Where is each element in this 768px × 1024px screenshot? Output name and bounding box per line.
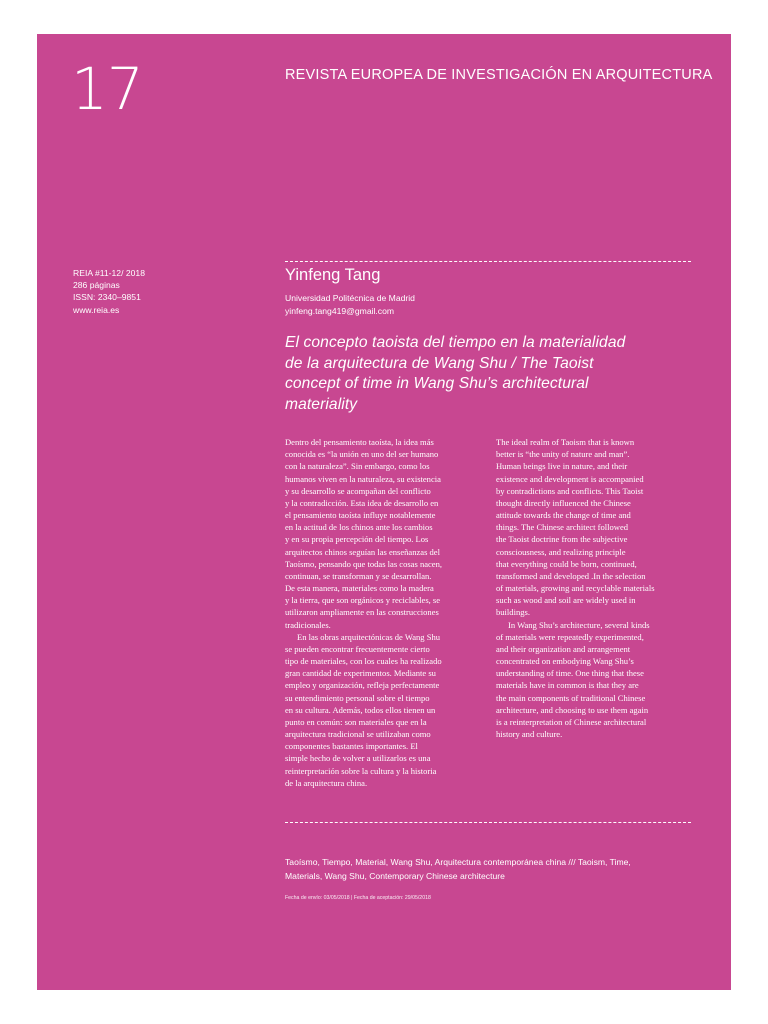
abstract-line: simple hecho de volver a utilizarlos es una (285, 753, 431, 764)
article-title (285, 333, 685, 415)
abstract-line: by contradictions and conflicts. This Taoist (496, 485, 644, 496)
abstract-line: transformed and developed .In the selection (496, 570, 646, 581)
abstract-line: Dentro del pensamiento taoísta, la idea más (285, 437, 434, 447)
abstract-line: con la naturaleza”. Sin embargo, como los (285, 461, 430, 472)
author-affiliation: Universidad Politécnica de Madrid (285, 293, 415, 303)
abstract-line: is a reinterpretation of Chinese architectural (496, 716, 647, 727)
abstract-line: arquitectos chinos seguían las enseñanzas del (285, 546, 440, 557)
abstract-line: reinterpretación sobre la cultura y la historia (285, 765, 437, 776)
abstract-line: su entendimiento personal sobre el tiempo (285, 692, 430, 703)
abstract-line: tipo de materiales, con los cuales ha realizado (285, 656, 442, 667)
abstract-line: the main components of traditional Chinese (496, 692, 646, 703)
abstract-line: y la contradicción. Esta idea de desarrollo en (285, 497, 439, 508)
issue-number: 17 (71, 55, 143, 123)
abstract-line: continuan, se transforman y se desarrollan. (285, 570, 432, 581)
abstract-line: humanos viven en la naturaleza, su existencia (285, 473, 441, 484)
abstract-line: that everything could be born, continued, (496, 558, 637, 569)
author-info (285, 292, 415, 317)
abstract-line: the Taoist doctrine from the subjective (496, 534, 628, 545)
keywords-line: Taoísmo, Tiempo, Material, Wang Shu, Arquitectura contemporánea china /// Taoism, Time, (285, 857, 631, 867)
page-count: 286 páginas (73, 280, 120, 291)
abstract-line: se pueden encontrar frecuentemente cierto (285, 643, 430, 654)
abstract-line: better is “the unity of nature and man”. (496, 449, 630, 460)
abstract-line: The ideal realm of Taoism that is known (496, 437, 635, 447)
title-line: El concepto taoista del tiempo en la materialidad (285, 334, 626, 351)
issue-volume: REIA #11-12/ 2018 (73, 268, 145, 278)
abstract-line: thought directly influenced the Chinese (496, 497, 631, 508)
abstract-line: attitude towards the change of time and (496, 510, 631, 521)
abstract-line: Human beings live in nature, and their (496, 461, 628, 472)
abstract-line: y en su propia percepción del tiempo. Los (285, 534, 429, 545)
title-line: materiality (285, 395, 358, 413)
abstract-line: of materials were repeatedly experimented, (496, 631, 644, 642)
abstract-line: concentrated on embodying Wang Shu’s (496, 656, 634, 667)
abstract-line: conocida es “la unión en uno del ser humano (285, 449, 439, 460)
abstract-spanish (285, 436, 481, 789)
title-line: de la arquitectura de Wang Shu / The Taoist (285, 354, 594, 372)
abstract-line: understanding of time. One thing that these (496, 668, 644, 679)
abstract-line: of materials, growing and recyclable materials (496, 583, 655, 594)
journal-title: REVISTA EUROPEA DE INVESTIGACIÓN EN ARQUITECTURA (285, 67, 713, 83)
abstract-line: and their organization and arrangement (496, 643, 631, 654)
abstract-line: empleo y organización, refleja perfectamente (285, 680, 440, 691)
bottom-divider (285, 822, 691, 823)
abstract-line: buildings. (496, 607, 530, 618)
top-divider (285, 261, 691, 262)
website-link[interactable]: www.reia.es (73, 304, 120, 315)
abstract-english (496, 436, 692, 740)
abstract-line: y la tierra, que son orgánicos y reciclables, se (285, 595, 441, 606)
abstract-line: things. The Chinese architect followed (496, 522, 629, 533)
abstract-line: gran cantidad de experimentos. Mediante su (285, 668, 436, 679)
abstract-line: en la actitud de los chinos ante los cambios (285, 522, 433, 533)
abstract-line: Taoísmo, pensando que todas las cosas nacen, (285, 558, 443, 569)
abstract-line: componentes bastantes importantes. El (285, 741, 418, 752)
abstract-line: en su cultura. Además, todos ellos tienen un (285, 704, 436, 715)
abstract-line: De esta manera, materiales como la madera (285, 583, 434, 594)
abstract-line: existence and development is accompanied (496, 473, 644, 484)
issue-meta (73, 267, 145, 316)
abstract-line: materials have in common is that they are (496, 680, 639, 691)
abstract-line: such as wood and soil are widely used in (496, 595, 636, 606)
abstract-line: punto en común: son materiales que en la (285, 716, 427, 727)
abstract-line: y su desarrollo se acompañan del conflicto (285, 485, 431, 496)
abstract-line: tradicionales. (285, 619, 331, 630)
abstract-line: consciousness, and realizing principle (496, 546, 626, 557)
abstract-line: de la arquitectura china. (285, 777, 368, 788)
issn: ISSN: 2340–9851 (73, 292, 141, 303)
author-email[interactable]: yinfeng.tang419@gmail.com (285, 305, 395, 316)
author-name: Yinfeng Tang (285, 266, 381, 284)
abstract-line: history and culture. (496, 729, 563, 740)
abstract-line: arquitectura tradicional se utilizaban como (285, 729, 431, 740)
title-line: concept of time in Wang Shu’s architectural (285, 375, 589, 392)
abstract-line: el pensamiento taoísta influye notablemente (285, 510, 436, 521)
abstract-line: En las obras arquitectónicas de Wang Shu (297, 631, 440, 642)
abstract-line: In Wang Shu’s architecture, several kinds (508, 619, 650, 630)
submission-dates: Fecha de envío: 03/05/2018 | Fecha de aceptación: 29/05/2018 (285, 895, 431, 901)
article-panel (37, 34, 731, 990)
keywords (285, 856, 695, 883)
keywords-line: Materials, Wang Shu, Contemporary Chinese architecture (285, 870, 505, 881)
abstract-line: utilizaron ampliamente en las construcciones (285, 607, 439, 618)
abstract-line: architecture, and choosing to use them again (496, 704, 649, 715)
